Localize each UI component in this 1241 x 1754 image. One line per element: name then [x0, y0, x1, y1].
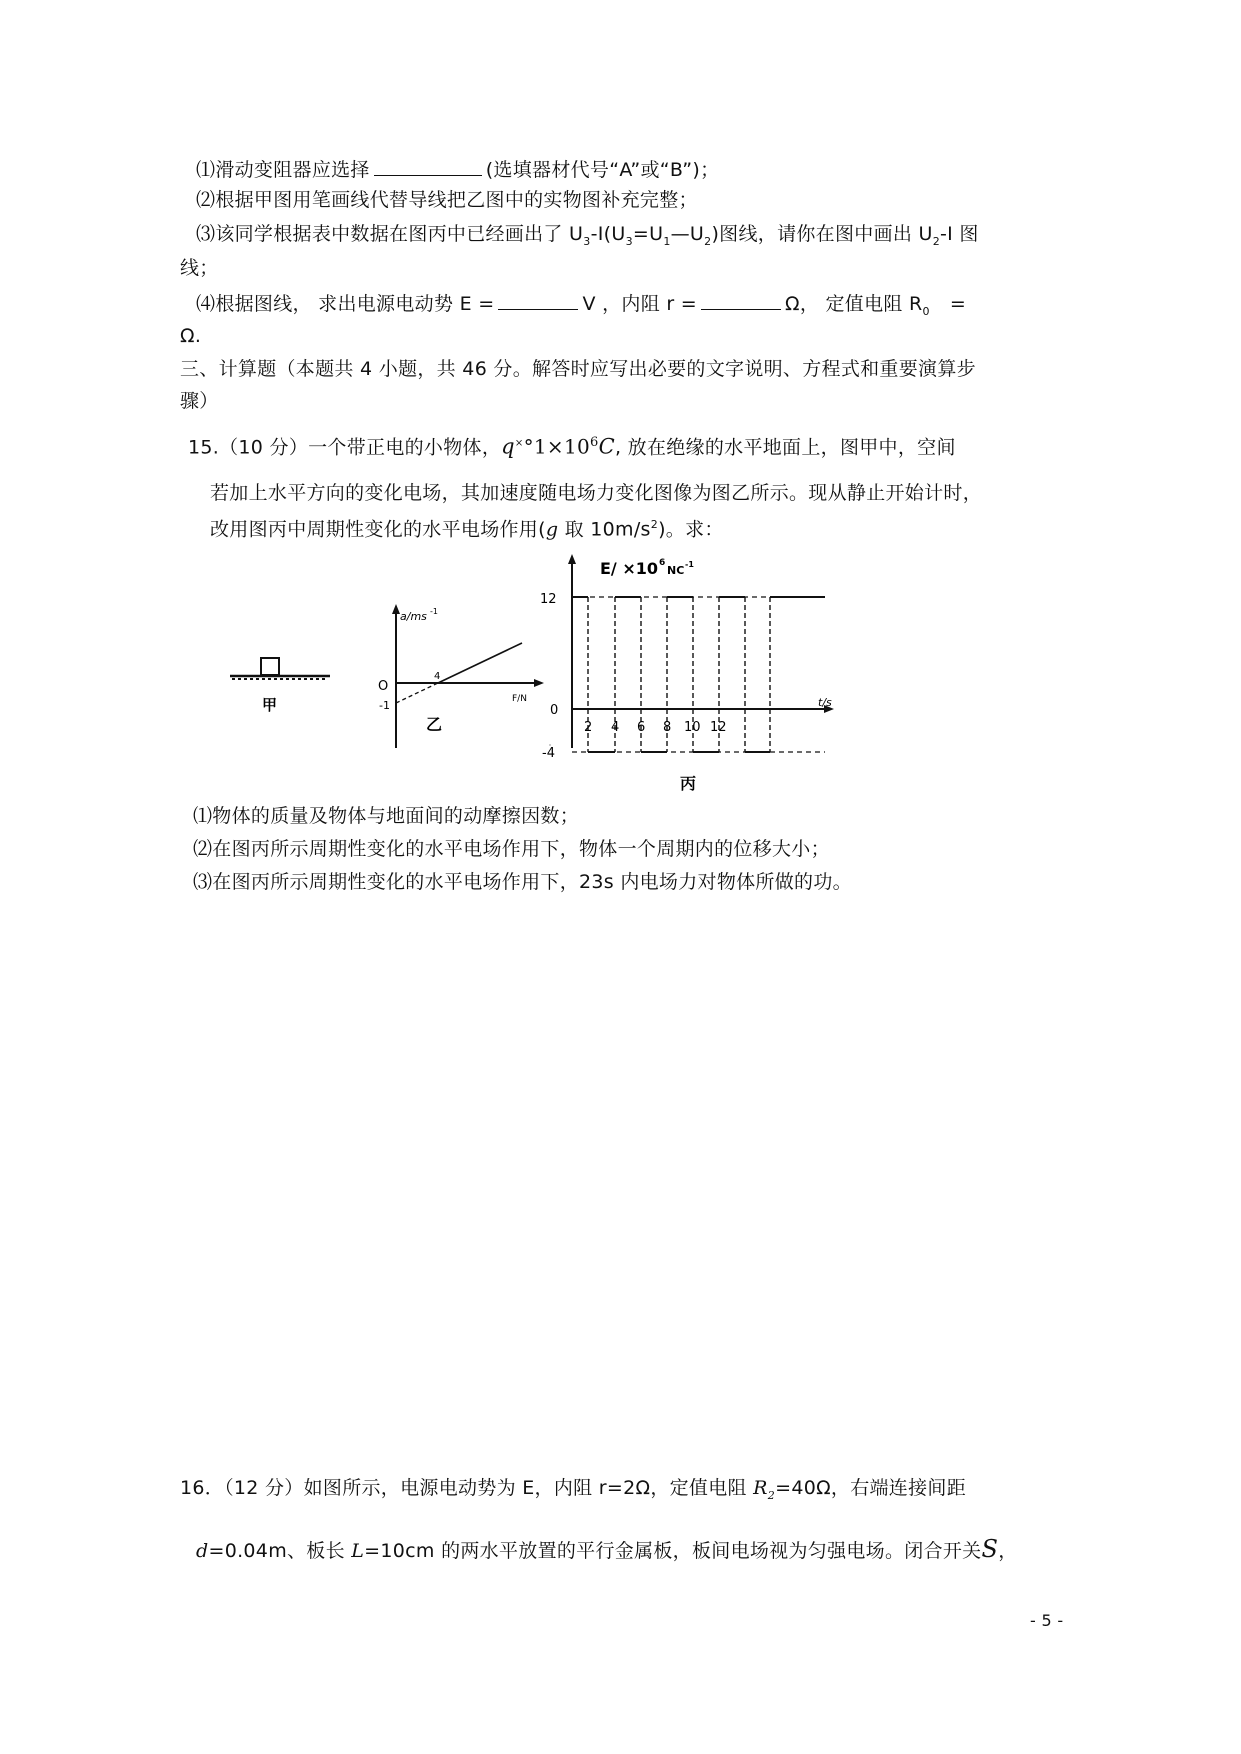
figure-yi [378, 604, 544, 748]
yi-x-label: F/N [512, 694, 527, 704]
item-4: ⑷根据图线， 求出电源电动势 E = V ，内阻 r = Ω， 定值电阻 $R_0$ = [196, 289, 966, 325]
item-2: ⑵根据甲图用笔画线代替导线把乙图中的实物图补充完整； [196, 189, 698, 211]
yi-data-line [438, 643, 522, 683]
answer-blank [498, 289, 578, 310]
bing-xtick: 12 [710, 720, 727, 735]
item-3-continuation: 线； [180, 257, 219, 279]
section-3-heading-cont: 骤） [180, 390, 219, 412]
bing-xtick: 8 [663, 720, 672, 735]
q16-line-1: 16．（12 分）如图所示，电源电动势为 E，内阻 r=2Ω，定值电阻 $R_2=40\Omega$，右端连接间距 [180, 1477, 967, 1502]
item-3: ⑶该同学根据表中数据在图丙中已经画出了 $U_3-I(U_3=U_1—U_2)$图线，请你在图中画出 $U_2-I$ 图 [196, 223, 979, 248]
q15-sub-3: ⑶在图丙所示周期性变化的水平电场作用下，23s 内电场力对物体所做的功。 [193, 871, 852, 893]
bing-y-unit-sup: -1 [685, 560, 694, 569]
bing-tick-m4: -4 [542, 746, 555, 761]
item-1: ⑴滑动变阻器应选择 (选填器材代号“A”或“B”)； [196, 155, 719, 183]
bing-label: 丙 [680, 774, 697, 793]
yi-extrapolated-line [396, 683, 438, 703]
bing-x-label: t/s [818, 696, 832, 709]
q15-sub-1: ⑴物体的质量及物体与地面间的动摩擦因数； [193, 805, 580, 827]
section-3-heading: 三、计算题（本题共 4 小题，共 46 分。解答时应写出必要的文字说明、方程式和重要演算步 [180, 358, 976, 380]
item-4-continuation: Ω. [180, 325, 202, 347]
yi-origin: O [378, 679, 389, 694]
q15-line-3: 改用图丙中周期性变化的水平电场作用(g 取 $10m/s^2$)。求： [210, 518, 724, 541]
answer-blank [701, 289, 781, 310]
figure-jia [230, 658, 330, 714]
bing-y-unit: NC [667, 564, 685, 577]
bing-xtick: 6 [637, 720, 646, 735]
jia-label: 甲 [262, 696, 278, 714]
bing-xtick: 4 [611, 720, 620, 735]
bing-y-arrow [568, 554, 576, 564]
block-object [261, 658, 279, 675]
bing-xtick: 2 [584, 720, 593, 735]
yi-label: 乙 [426, 715, 443, 734]
bing-y-label: E/ ×10 [600, 559, 659, 578]
bing-tick-12: 12 [540, 592, 557, 607]
yi-tick-4: 4 [434, 671, 441, 682]
q15-sub-2: ⑵在图丙所示周期性变化的水平电场作用下，物体一个周期内的位移大小； [193, 838, 830, 860]
q16-line-2: d=0.04m、板长 L=10cm 的两水平放置的平行金属板，板间电场视为匀强电场。闭合开关S， [196, 1535, 1018, 1563]
figure-bing [540, 554, 834, 793]
yi-y-label: a/ms [400, 610, 427, 623]
bing-xtick: 10 [684, 720, 701, 735]
yi-y-label-sup: -1 [430, 607, 438, 616]
q15-figures [220, 548, 860, 798]
answer-blank [374, 155, 482, 176]
bing-tick-0: 0 [550, 703, 559, 718]
yi-x-arrow [534, 679, 544, 687]
q15-line-2: 若加上水平方向的变化电场，其加速度随电场力变化图像为图乙所示。现从静止开始计时， [210, 482, 983, 504]
page-number: - 5 - [1030, 1611, 1064, 1630]
bing-y-label-sup: 6 [659, 558, 666, 568]
yi-tick-m1: -1 [379, 699, 390, 712]
q15-line-1: 15.（10 分）一个带正电的小物体，$q^\times^\circ 1\times 10^6C$, 放在绝缘的水平地面上，图甲中，空间 [188, 434, 956, 459]
yi-y-arrow [392, 604, 400, 614]
